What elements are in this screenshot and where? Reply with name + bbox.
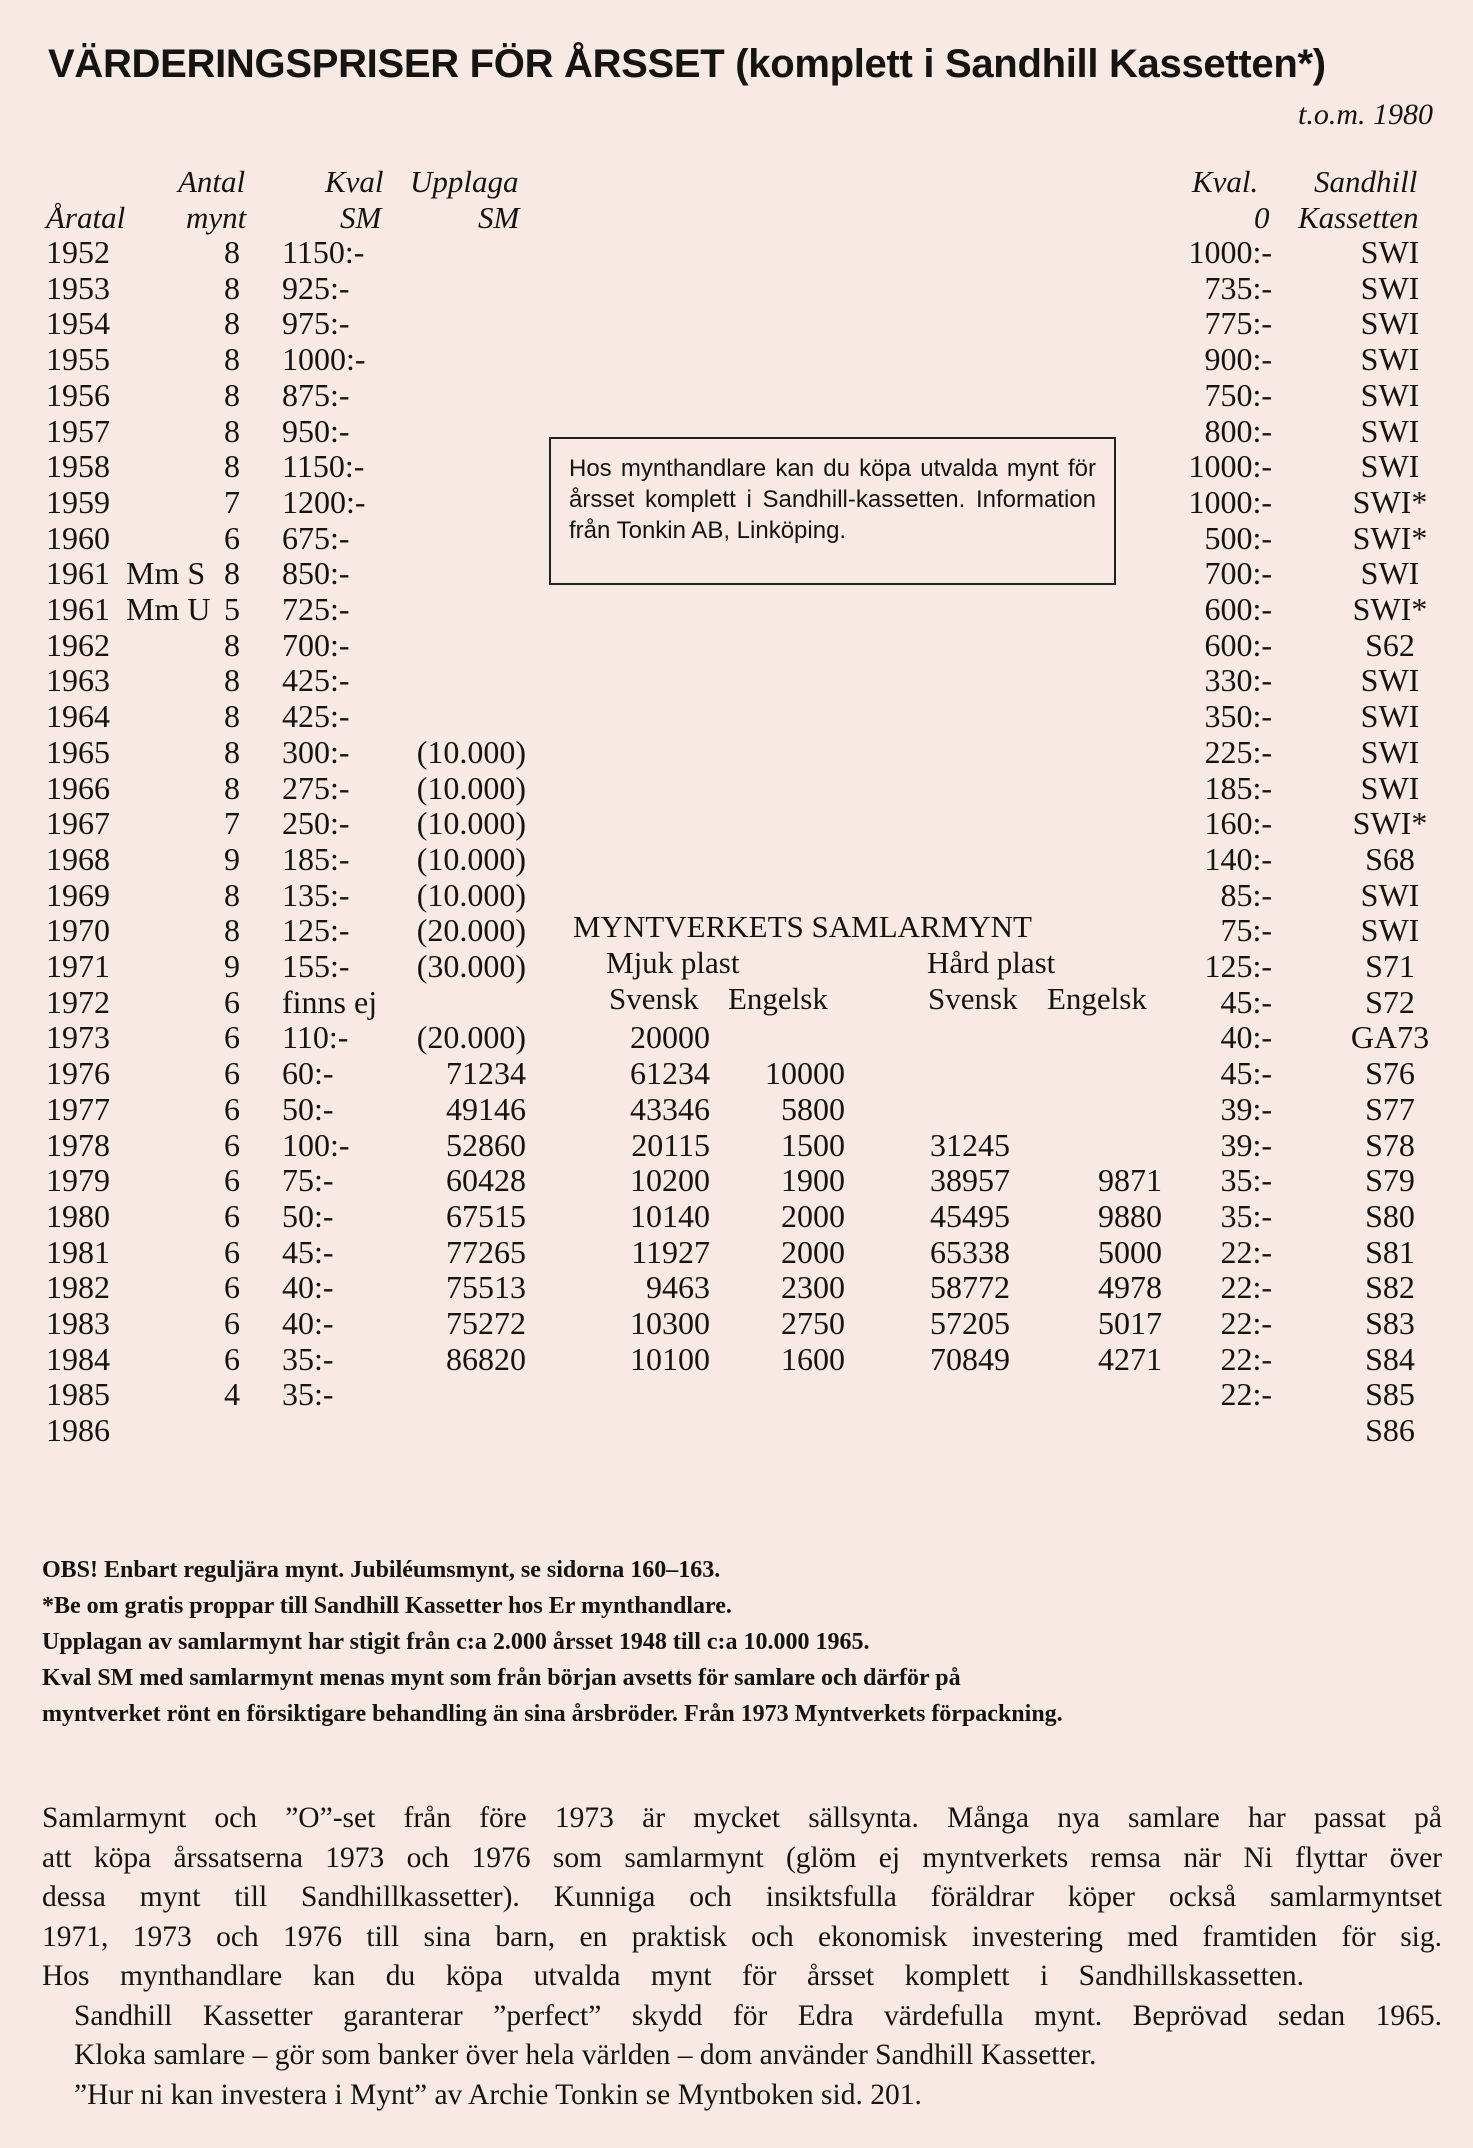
kval0-cell: 735:- (1204, 269, 1272, 306)
kval-sm-cell: 75:- (282, 1162, 334, 1199)
paragraph-line: dessa mynt till Sandhillkassetter). Kunniga och insiktsfulla föräldrar köper också samlarmyntset (42, 1881, 1442, 1913)
kassett-cell: SWI (1360, 341, 1420, 378)
kval-sm-cell: 1200:- (282, 483, 366, 520)
soft-engelsk-cell: 1900 (781, 1162, 845, 1199)
paragraph-line: Samlarmynt och ”O”-set från före 1973 är mycket sällsynta. Många nya samlare har passat på (42, 1802, 1442, 1834)
paragraph-line: 1971, 1973 och 1976 till sina barn, en praktisk och ekonomisk investering med framtiden för sig. (42, 1920, 1442, 1953)
kval0-cell: 750:- (1204, 376, 1272, 413)
upplaga-cell: 49146 (446, 1090, 526, 1127)
header-count-line1: Antal (178, 164, 246, 199)
year-cell: 1952 (46, 234, 110, 270)
kassett-cell: S72 (1365, 983, 1415, 1020)
myntverket-soft-svensk: Svensk (609, 981, 699, 1016)
count-cell: 8 (224, 876, 240, 913)
upplaga-cell: 75513 (446, 1269, 526, 1306)
page-title: VÄRDERINGSPRISER FÖR ÅRSSET (komplett i Sandhill Kassetten*) (48, 42, 1326, 86)
kval-sm-cell: 1000:- (282, 341, 366, 378)
count-cell: 6 (224, 1305, 240, 1341)
soft-svensk-cell: 61234 (630, 1055, 710, 1092)
kval-sm-cell: 675:- (282, 519, 350, 556)
soft-svensk-cell: 11927 (631, 1233, 710, 1270)
count-cell: 7 (224, 483, 240, 520)
year-cell: 1956 (46, 376, 110, 413)
hard-svensk-cell: 70849 (930, 1340, 1010, 1377)
myntverket-soft-engelsk: Engelsk (728, 981, 828, 1016)
year-cell: 1964 (46, 698, 110, 735)
kval-sm-cell: 300:- (282, 733, 350, 770)
kassett-cell: GA73 (1350, 1019, 1430, 1056)
upplaga-cell: 52860 (446, 1126, 526, 1163)
paragraph-line: Kloka samlare – gör som banker över hela världen – dom använder Sandhill Kassetter. (74, 2039, 1097, 2071)
kval-sm-cell: 155:- (282, 948, 350, 984)
soft-svensk-cell: 10300 (630, 1305, 710, 1341)
soft-svensk-cell: 10140 (630, 1197, 710, 1234)
mint-mark-cell: Mm U (126, 591, 211, 627)
kval0-cell: 35:- (1220, 1197, 1272, 1234)
count-cell: 8 (224, 234, 240, 270)
upplaga-cell: 60428 (446, 1162, 526, 1199)
count-cell: 6 (224, 1340, 240, 1377)
kassett-cell: S68 (1365, 840, 1415, 877)
paragraph-line: att köpa årssatserna 1973 och 1976 som samlarmynt (glöm ej myntverkets remsa när Ni flyttar över (42, 1841, 1442, 1874)
hard-engelsk-cell: 5000 (1098, 1233, 1162, 1270)
body-paragraph (42, 1799, 1442, 2115)
count-cell: 8 (224, 769, 240, 806)
kval0-cell: 35:- (1220, 1162, 1272, 1199)
year-cell: 1971 (46, 948, 110, 984)
kval0-cell: 500:- (1204, 519, 1272, 556)
year-cell: 1976 (46, 1055, 110, 1092)
upplaga-cell: 77265 (446, 1233, 526, 1270)
note-line: Kval SM med samlarmynt menas mynt som från början avsetts för samlare och därför på (42, 1665, 961, 1691)
count-cell: 6 (224, 983, 240, 1020)
paragraph-line: ”Hur ni kan investera i Mynt” av Archie Tonkin se Myntboken sid. 201. (74, 2078, 922, 2111)
kval-sm-cell: 725:- (282, 591, 350, 627)
kval0-cell: 700:- (1204, 555, 1272, 592)
kval0-cell: 800:- (1204, 412, 1272, 449)
soft-engelsk-cell: 2000 (781, 1197, 845, 1234)
year-cell: 1970 (46, 912, 110, 949)
kassett-cell: S76 (1365, 1055, 1415, 1092)
kval0-cell: 225:- (1204, 733, 1272, 770)
year-cell: 1972 (46, 983, 110, 1020)
year-cell: 1959 (46, 483, 110, 520)
year-cell: 1968 (46, 840, 110, 877)
year-cell: 1960 (46, 519, 110, 556)
soft-svensk-cell: 20115 (631, 1126, 710, 1163)
kval0-cell: 330:- (1204, 662, 1272, 699)
year-cell: 1961 (46, 555, 110, 592)
kval0-cell: 22:- (1220, 1233, 1272, 1270)
myntverket-title: MYNTVERKETS SAMLARMYNT (573, 909, 1032, 944)
hard-svensk-cell: 45495 (930, 1197, 1010, 1234)
kval-sm-cell: 45:- (282, 1233, 334, 1270)
kval0-cell: 22:- (1220, 1305, 1272, 1341)
upplaga-cell: 67515 (446, 1197, 526, 1234)
note-line: OBS! Enbart reguljära mynt. Jubiléumsmynt, se sidorna 160–163. (42, 1557, 721, 1583)
count-cell: 6 (224, 1197, 240, 1234)
count-cell: 8 (224, 733, 240, 770)
hard-svensk-cell: 57205 (930, 1305, 1010, 1341)
note-line: Upplagan av samlarmynt har stigit från c:a 2.000 årsset 1948 till c:a 10.000 1965. (42, 1629, 870, 1655)
kval-sm-cell: 875:- (282, 376, 350, 413)
count-cell: 6 (224, 1126, 240, 1163)
year-cell: 1966 (46, 769, 110, 806)
count-cell: 8 (224, 662, 240, 699)
myntverket-soft-header: Mjuk plast (606, 945, 740, 980)
header-count-line2: mynt (186, 200, 247, 235)
kval-sm-cell: finns ej (282, 983, 378, 1020)
kval-sm-cell: 1150:- (282, 234, 365, 270)
count-cell: 6 (224, 1269, 240, 1306)
kassett-cell: SWI (1360, 769, 1420, 806)
count-cell: 6 (224, 1233, 240, 1270)
kassett-cell: S79 (1365, 1162, 1415, 1199)
count-cell: 8 (224, 626, 240, 663)
kassett-cell: SWI (1360, 698, 1420, 735)
kval0-cell: 85:- (1220, 876, 1272, 913)
header-kval0-line1: Kval. (1192, 164, 1259, 199)
kassett-cell: SWI (1360, 305, 1420, 342)
kassett-cell: SWI (1360, 555, 1420, 592)
kval0-cell: 1000:- (1188, 234, 1272, 270)
soft-engelsk-cell: 2750 (781, 1305, 845, 1341)
year-cell: 1980 (46, 1197, 110, 1234)
year-cell: 1957 (46, 412, 110, 449)
myntverket-hard-header: Hård plast (927, 945, 1056, 980)
kassett-cell: SWI* (1352, 483, 1428, 520)
header-year: Åratal (46, 200, 126, 235)
paragraph-line: Sandhill Kassetter garanterar ”perfect” skydd för Edra värdefulla mynt. Beprövad sedan 1965. (74, 1999, 1442, 2032)
year-cell: 1977 (46, 1090, 110, 1127)
count-cell: 4 (224, 1376, 240, 1413)
kassett-cell: S82 (1365, 1269, 1415, 1306)
count-cell: 8 (224, 912, 240, 949)
count-cell: 7 (224, 805, 240, 842)
kval-sm-cell: 850:- (282, 555, 350, 592)
year-cell: 1981 (46, 1233, 110, 1270)
kval0-cell: 22:- (1220, 1376, 1272, 1413)
kassett-cell: SWI (1360, 876, 1420, 913)
upplaga-cell: 71234 (446, 1055, 526, 1092)
hard-engelsk-cell: 5017 (1098, 1305, 1162, 1341)
year-cell: 1985 (46, 1376, 110, 1413)
year-cell: 1979 (46, 1162, 110, 1199)
kval0-cell: 125:- (1204, 948, 1272, 984)
count-cell: 8 (224, 448, 240, 485)
year-cell: 1953 (46, 269, 110, 306)
count-cell: 8 (224, 341, 240, 378)
year-cell: 1961 (46, 591, 110, 627)
kval-sm-cell: 50:- (282, 1090, 334, 1127)
paragraph-line: Hos mynthandlare kan du köpa utvalda mynt för årsset komplett i Sandhillskassetten. (42, 1960, 1304, 1992)
kval0-cell: 600:- (1204, 591, 1272, 627)
kval0-cell: 900:- (1204, 341, 1272, 378)
kval-sm-cell: 950:- (282, 412, 350, 449)
upplaga-cell: (10.000) (416, 769, 526, 806)
count-cell: 6 (224, 1090, 240, 1127)
kval-sm-cell: 40:- (282, 1269, 334, 1306)
kval0-cell: 40:- (1220, 1019, 1272, 1056)
soft-svensk-cell: 9463 (646, 1269, 710, 1306)
kassett-cell: SWI (1360, 912, 1420, 949)
count-cell: 8 (224, 305, 240, 342)
count-cell: 8 (224, 698, 240, 735)
soft-engelsk-cell: 2000 (781, 1233, 845, 1270)
header-sandhill-line1: Sandhill (1314, 164, 1418, 199)
upplaga-cell: (20.000) (416, 912, 526, 949)
notes (42, 1552, 1442, 1732)
upplaga-cell: (10.000) (416, 876, 526, 913)
kval0-cell: 22:- (1220, 1340, 1272, 1377)
kval0-cell: 1000:- (1188, 448, 1272, 485)
kval0-cell: 45:- (1220, 1055, 1272, 1092)
soft-svensk-cell: 20000 (630, 1019, 710, 1056)
hard-engelsk-cell: 4978 (1098, 1269, 1162, 1306)
myntverket-hard-svensk: Svensk (928, 981, 1018, 1016)
kassett-cell: S84 (1365, 1340, 1415, 1377)
kval-sm-cell: 35:- (282, 1340, 334, 1377)
count-cell: 8 (224, 555, 240, 592)
kassett-cell: SWI (1360, 412, 1420, 449)
upplaga-cell: (10.000) (416, 805, 526, 842)
kval0-cell: 775:- (1204, 305, 1272, 342)
kval-sm-cell: 50:- (282, 1197, 334, 1234)
upplaga-cell: (30.000) (416, 948, 526, 984)
year-cell: 1954 (46, 305, 110, 342)
year-cell: 1986 (46, 1412, 110, 1449)
count-cell: 5 (224, 591, 240, 627)
count-cell: 6 (224, 1162, 240, 1199)
kval0-cell: 600:- (1204, 626, 1272, 663)
soft-engelsk-cell: 1600 (781, 1340, 845, 1377)
kval0-cell: 160:- (1204, 805, 1272, 842)
kassett-cell: S81 (1365, 1233, 1415, 1270)
date-note: t.o.m. 1980 (1298, 98, 1433, 131)
header-upplaga-line2: SM (478, 200, 520, 235)
hard-svensk-cell: 65338 (930, 1233, 1010, 1270)
header-upplaga-line1: Upplaga (410, 164, 519, 199)
kval-sm-cell: 425:- (282, 662, 350, 699)
year-cell: 1978 (46, 1126, 110, 1163)
kassett-cell: SWI* (1352, 805, 1428, 842)
kval-sm-cell: 135:- (282, 876, 350, 913)
kassett-cell: SWI* (1352, 591, 1428, 627)
count-cell: 8 (224, 412, 240, 449)
count-cell: 6 (224, 1055, 240, 1092)
count-cell: 8 (224, 376, 240, 413)
kval0-cell: 140:- (1204, 840, 1272, 877)
count-cell: 8 (224, 269, 240, 306)
count-cell: 6 (224, 1019, 240, 1056)
year-cell: 1983 (46, 1305, 110, 1341)
soft-engelsk-cell: 10000 (765, 1055, 845, 1092)
hard-svensk-cell: 58772 (930, 1269, 1010, 1306)
kassett-cell: SWI (1360, 448, 1420, 485)
count-cell: 9 (224, 840, 240, 877)
kassett-cell: SWI (1360, 234, 1420, 270)
kassett-cell: SWI (1360, 662, 1420, 699)
year-cell: 1984 (46, 1340, 110, 1377)
year-cell: 1958 (46, 448, 110, 485)
kval0-cell: 1000:- (1188, 483, 1272, 520)
hard-engelsk-cell: 9871 (1098, 1162, 1162, 1199)
upplaga-cell: 75272 (446, 1305, 526, 1341)
kval0-cell: 22:- (1220, 1269, 1272, 1306)
count-cell: 9 (224, 948, 240, 984)
upplaga-cell: 86820 (446, 1340, 526, 1377)
kval-sm-cell: 275:- (282, 769, 350, 806)
myntverket-hard-engelsk: Engelsk (1047, 981, 1147, 1016)
count-cell: 6 (224, 519, 240, 556)
kassett-cell: S71 (1365, 948, 1415, 984)
kval0-cell: 39:- (1220, 1090, 1272, 1127)
soft-engelsk-cell: 5800 (781, 1090, 845, 1127)
kval-sm-cell: 110:- (282, 1019, 349, 1056)
kassett-cell: S62 (1365, 626, 1415, 663)
hard-svensk-cell: 31245 (930, 1126, 1010, 1163)
header-kval-line1: Kval (325, 164, 384, 199)
kval-sm-cell: 975:- (282, 305, 350, 342)
kval0-cell: 185:- (1204, 769, 1272, 806)
kval-sm-cell: 700:- (282, 626, 350, 663)
kval-sm-cell: 35:- (282, 1376, 334, 1413)
kassett-cell: SWI* (1352, 519, 1428, 556)
kassett-cell: S86 (1365, 1412, 1415, 1449)
kassett-cell: S85 (1365, 1376, 1415, 1413)
soft-engelsk-cell: 1500 (781, 1126, 845, 1163)
upplaga-cell: (20.000) (416, 1019, 526, 1056)
soft-svensk-cell: 10100 (630, 1340, 710, 1377)
year-cell: 1965 (46, 733, 110, 770)
kval0-cell: 45:- (1220, 983, 1272, 1020)
kval-sm-cell: 125:- (282, 912, 350, 949)
kval-sm-cell: 60:- (282, 1055, 334, 1092)
kval0-cell: 350:- (1204, 698, 1272, 735)
header-kval0-line2: 0 (1254, 200, 1270, 235)
kassett-cell: S80 (1365, 1197, 1415, 1234)
hard-svensk-cell: 38957 (930, 1162, 1010, 1199)
header-kval-line2: SM (340, 200, 382, 235)
hard-engelsk-cell: 9880 (1098, 1197, 1162, 1234)
kassett-cell: SWI (1360, 376, 1420, 413)
kval-sm-cell: 40:- (282, 1305, 334, 1341)
kval-sm-cell: 185:- (282, 840, 350, 877)
hard-engelsk-cell: 4271 (1098, 1340, 1162, 1377)
kassett-cell: S83 (1365, 1305, 1415, 1341)
kval-sm-cell: 1150:- (282, 448, 365, 485)
kval-sm-cell: 925:- (282, 269, 350, 306)
year-cell: 1963 (46, 662, 110, 699)
year-cell: 1973 (46, 1019, 110, 1056)
info-box: Hos mynthandlare kan du köpa utvalda mynt för årsset komplett i Sandhill-kassetten. Information från Tonkin AB, Linköping. (549, 437, 1116, 585)
kval0-cell: 39:- (1220, 1126, 1272, 1163)
note-line: *Be om gratis proppar till Sandhill Kassetter hos Er mynthandlare. (42, 1593, 732, 1619)
year-cell: 1962 (46, 626, 110, 663)
upplaga-cell: (10.000) (416, 733, 526, 770)
note-line: myntverket rönt en försiktigare behandling än sina årsbröder. Från 1973 Myntverkets förpackning. (42, 1701, 1063, 1727)
kassett-cell: SWI (1360, 269, 1420, 306)
soft-svensk-cell: 10200 (630, 1162, 710, 1199)
mint-mark-cell: Mm S (126, 555, 206, 592)
year-cell: 1982 (46, 1269, 110, 1306)
kval-sm-cell: 425:- (282, 698, 350, 735)
upplaga-cell: (10.000) (416, 840, 526, 877)
kval-sm-cell: 100:- (282, 1126, 350, 1163)
year-cell: 1967 (46, 805, 110, 842)
kval0-cell: 75:- (1220, 912, 1272, 949)
kassett-cell: S78 (1365, 1126, 1415, 1163)
year-cell: 1969 (46, 876, 110, 913)
kassett-cell: SWI (1360, 733, 1420, 770)
soft-engelsk-cell: 2300 (781, 1269, 845, 1306)
soft-svensk-cell: 43346 (630, 1090, 710, 1127)
header-sandhill-line2: Kassetten (1298, 200, 1419, 235)
kassett-cell: S77 (1365, 1090, 1415, 1127)
year-cell: 1955 (46, 341, 110, 378)
kval-sm-cell: 250:- (282, 805, 350, 842)
